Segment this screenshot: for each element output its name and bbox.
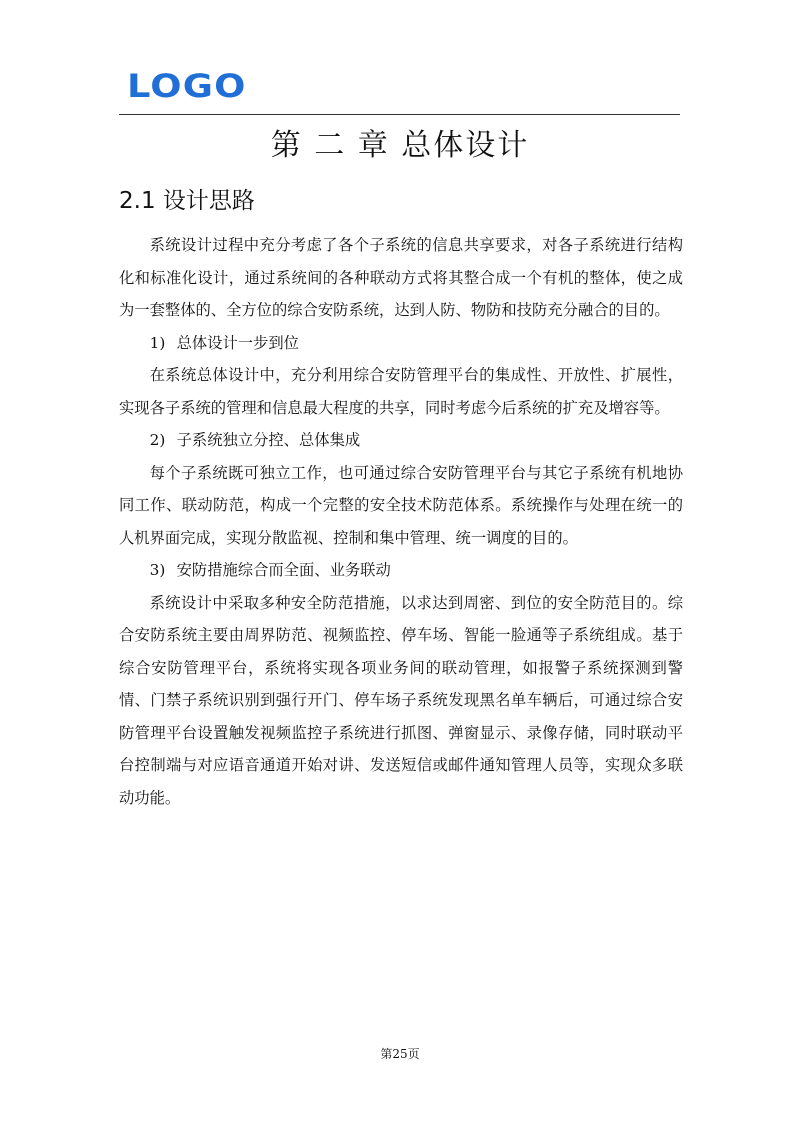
list-item-3 (119, 554, 683, 587)
list-item-number: 1) (149, 333, 166, 352)
list-item-1 (119, 327, 683, 360)
list-item-2 (119, 424, 683, 457)
item-1-paragraph: 在系统总体设计中，充分利用综合安防管理平台的集成性、开放性、扩展性，实现各子系统的管理和信息最大程度的共享，同时考虑今后系统的扩充及增容等。 (119, 366, 683, 417)
chapter-title: 第 二 章 总体设计 (270, 128, 530, 163)
list-item-title: 总体设计一步到位 (176, 333, 299, 352)
header-divider (119, 114, 680, 115)
page-number: 第25页 (380, 1047, 420, 1061)
document-body (119, 229, 683, 814)
list-item-title: 安防措施综合而全面、业务联动 (176, 561, 391, 579)
list-item-title: 子系统独立分控、总体集成 (176, 431, 361, 449)
list-item-number: 2) (149, 431, 166, 449)
company-logo: LOGO (127, 67, 247, 105)
section-title: 2.1 设计思路 (119, 188, 255, 214)
item-3-paragraph: 系统设计中采取多种安全防范措施，以求达到周密、到位的安全防范目的。综合安防系统主要由周界防范、视频监控、停车场、智能一脸通等子系统组成。基于综合安防管理平台，系统将实现各项业务间的联动管理，如报警子系统探测到警情、门禁子系统识别到强行开门、停车场子系统发现黑名单车辆后，可通过综合安防管理平台设置触发视频监控子系统进行抓图、弹窗显示、录像存储，同时联动平台控制端与对应语音通道开始对讲、发送短信或邮件通知管理人员等，实现众多联动功能。 (119, 593, 683, 807)
item-2-paragraph: 每个子系统既可独立工作，也可通过综合安防管理平台与其它子系统有机地协同工作、联动防范，构成一个完整的安全技术防范体系。系统操作与处理在统一的人机界面完成，实现分散监视、控制和集中管理、统一调度的目的。 (119, 463, 683, 547)
list-item-number: 3) (149, 561, 166, 579)
intro-paragraph: 系统设计过程中充分考虑了各个子系统的信息共享要求，对各子系统进行结构化和标准化设计，通过系统间的各种联动方式将其整合成一个有机的整体，使之成为一套整体的、全方位的综合安防系统，达到人防、物防和技防充分融合的目的。 (119, 236, 683, 319)
